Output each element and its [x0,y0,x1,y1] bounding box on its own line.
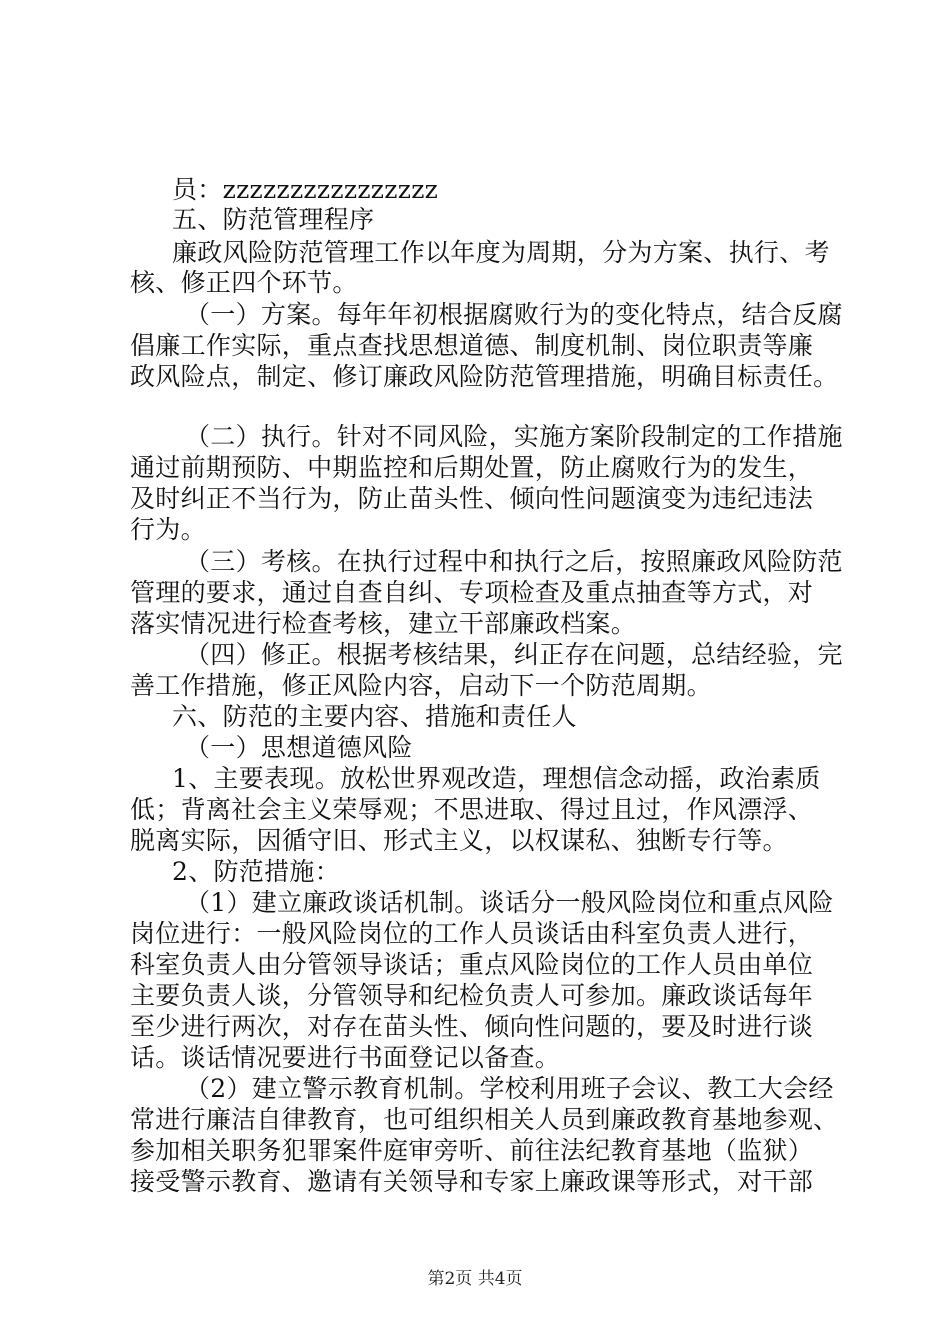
text-line: 员：zzzzzzzzzzzzzzzz [172,175,439,204]
text-line: （一）方案。每年年初根据腐败行为的变化特点，结合反腐 [185,300,843,329]
text-line: 善工作措施，修正风险内容，启动下一个防范周期。 [130,671,712,700]
text-line: 常进行廉洁自律教育，也可组织相关人员到廉政教育基地参观、 [130,1105,839,1134]
text-line: （三）考核。在执行过程中和执行之后，按照廉政风险防范 [185,547,843,576]
text-line: 脱离实际，因循守旧、形式主义，以权谋私、独断专行等。 [130,826,788,855]
text-line: 通过前期预防、中期监控和后期处置，防止腐败行为的发生， [130,453,814,482]
text-line: 政风险点，制定、修订廉政风险防范管理措施，明确目标责任。 [130,362,839,391]
text-line: 倡廉工作实际，重点查找思想道德、制度机制、岗位职责等廉 [130,331,814,360]
text-line: 廉政风险防范管理工作以年度为周期，分为方案、执行、考 [172,238,830,267]
text-line: （四）修正。根据考核结果，纠正存在问题，总结经验，完 [185,640,843,669]
text-line: 1、主要表现。放松世界观改造，理想信念动摇，政治素质 [172,764,821,793]
text-line: 2、防范措施： [172,857,341,886]
page-footer: 第2页 共4页 [427,1269,523,1289]
text-line: 落实情况进行检查考核，建立干部廉政档案。 [130,609,637,638]
text-line: 管理的要求，通过自查自纠、专项检查及重点抽查等方式，对 [130,578,814,607]
text-line: （二）执行。针对不同风险，实施方案阶段制定的工作措施 [185,422,843,451]
text-line: 至少进行两次，对存在苗头性、倾向性问题的，要及时进行谈 [130,1012,814,1041]
text-line: 参加相关职务犯罪案件庭审旁听、前往法纪教育基地（监狱） [130,1136,814,1165]
text-line: 主要负责人谈，分管领导和纪检负责人可参加。廉政谈话每年 [130,981,814,1010]
text-line: 话。谈话情况要进行书面登记以备查。 [130,1043,561,1072]
text-line: 岗位进行：一般风险岗位的工作人员谈话由科室负责人进行， [130,919,814,948]
text-line: 科室负责人由分管领导谈话；重点风险岗位的工作人员由单位 [130,950,814,979]
section-heading: 五、防范管理程序 [172,205,375,234]
text-line: （1）建立廉政谈话机制。谈话分一般风险岗位和重点风险 [185,888,834,917]
text-line: 核、修正四个环节。 [130,268,358,297]
text-line: 低；背离社会主义荣辱观；不思进取、得过且过，作风漂浮、 [130,795,814,824]
text-line: 接受警示教育、邀请有关领导和专家上廉政课等形式，对干部 [130,1167,814,1196]
text-line: 及时纠正不当行为，防止苗头性、倾向性问题演变为违纪违法 [130,484,814,513]
section-heading: 六、防范的主要内容、措施和责任人 [172,702,577,731]
text-line: 行为。 [130,515,206,544]
text-line: （2）建立警示教育机制。学校利用班子会议、教工大会经 [185,1074,834,1103]
subsection-heading: （一）思想道德风险 [185,733,413,762]
